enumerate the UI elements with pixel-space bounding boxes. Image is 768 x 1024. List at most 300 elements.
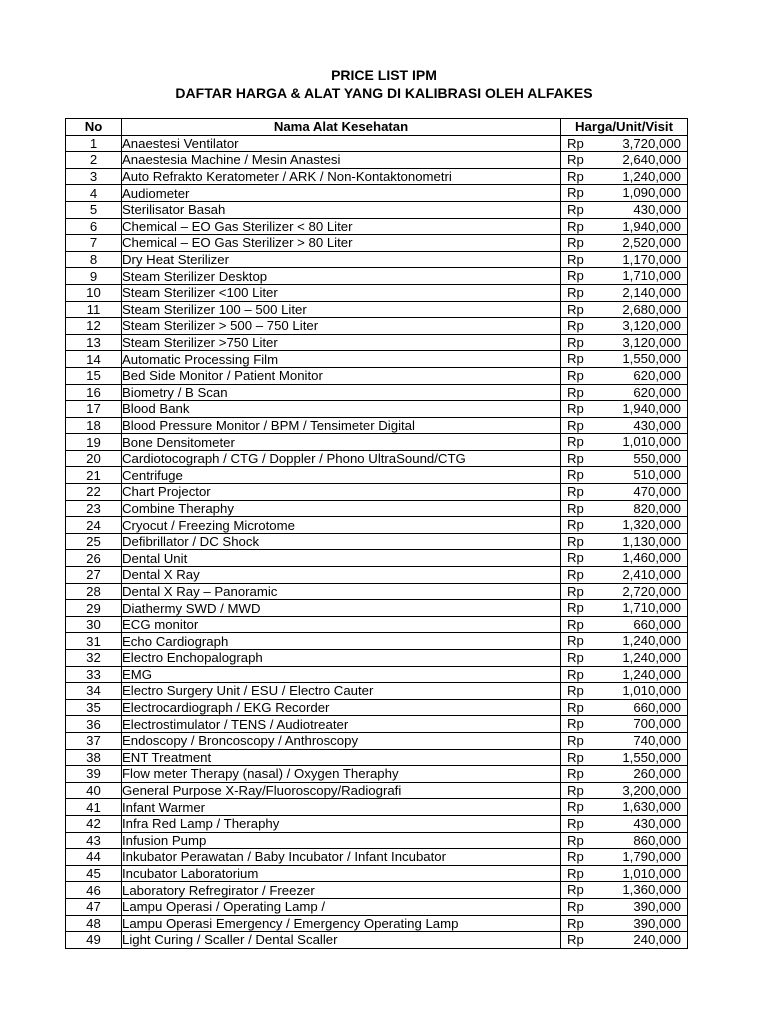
table-row	[66, 882, 688, 899]
table-row	[66, 782, 688, 799]
currency-label: Rp	[567, 832, 584, 848]
item-price	[561, 467, 688, 484]
currency-label: Rp	[567, 898, 584, 914]
item-price	[561, 152, 688, 169]
item-price	[561, 135, 688, 152]
table-row	[66, 251, 688, 268]
item-name: Infusion Pump	[122, 832, 561, 849]
item-name: Dry Heat Sterilizer	[122, 251, 561, 268]
currency-label: Rp	[567, 533, 584, 549]
currency-label: Rp	[567, 251, 584, 267]
price-amount: 240,000	[633, 932, 681, 948]
item-number: 34	[66, 683, 122, 700]
price-amount: 2,720,000	[622, 583, 681, 599]
currency-label: Rp	[567, 616, 584, 632]
item-number: 14	[66, 351, 122, 368]
currency-label: Rp	[567, 434, 584, 450]
currency-label: Rp	[567, 865, 584, 881]
table-row	[66, 351, 688, 368]
item-name: Anaestesia Machine / Mesin Anastesi	[122, 152, 561, 169]
item-name: ECG monitor	[122, 616, 561, 633]
table-row	[66, 616, 688, 633]
price-amount: 1,240,000	[622, 650, 681, 665]
item-number: 40	[66, 782, 122, 799]
currency-label: Rp	[567, 185, 584, 201]
item-price	[561, 284, 688, 301]
currency-label: Rp	[567, 135, 584, 151]
item-name: Steam Sterilizer >750 Liter	[122, 334, 561, 351]
currency-label: Rp	[567, 268, 584, 284]
price-amount: 1,090,000	[622, 185, 681, 201]
table-row	[66, 716, 688, 733]
price-amount: 660,000	[633, 699, 681, 715]
item-price	[561, 235, 688, 252]
price-amount: 820,000	[633, 500, 681, 516]
table-row	[66, 749, 688, 766]
table-row	[66, 633, 688, 650]
item-name: Laboratory Refregirator / Freezer	[122, 882, 561, 899]
item-number: 5	[66, 201, 122, 218]
currency-label: Rp	[567, 732, 584, 748]
item-number: 20	[66, 450, 122, 467]
item-number: 32	[66, 650, 122, 667]
item-number: 30	[66, 616, 122, 633]
currency-label: Rp	[567, 633, 584, 649]
price-amount: 550,000	[633, 450, 681, 466]
price-amount: 1,550,000	[622, 351, 681, 367]
item-number: 36	[66, 716, 122, 733]
item-number: 10	[66, 284, 122, 301]
item-number: 9	[66, 268, 122, 285]
item-name: Electrocardiograph / EKG Recorder	[122, 699, 561, 716]
item-number: 13	[66, 334, 122, 351]
price-amount: 1,170,000	[622, 251, 681, 267]
item-number: 39	[66, 766, 122, 783]
item-number: 7	[66, 235, 122, 252]
currency-label: Rp	[567, 650, 584, 665]
item-number: 24	[66, 517, 122, 534]
currency-label: Rp	[567, 815, 584, 831]
table-row	[66, 434, 688, 451]
currency-label: Rp	[567, 318, 584, 334]
price-amount: 620,000	[633, 384, 681, 400]
price-amount: 430,000	[633, 201, 681, 217]
table-row	[66, 235, 688, 252]
table-row	[66, 915, 688, 932]
item-number: 46	[66, 882, 122, 899]
currency-label: Rp	[567, 716, 584, 732]
table-row	[66, 301, 688, 318]
item-price	[561, 484, 688, 501]
currency-label: Rp	[567, 152, 584, 168]
price-amount: 2,410,000	[622, 567, 681, 583]
currency-label: Rp	[567, 600, 584, 616]
currency-label: Rp	[567, 284, 584, 300]
currency-label: Rp	[567, 932, 584, 948]
currency-label: Rp	[567, 666, 584, 682]
item-price	[561, 915, 688, 932]
item-price	[561, 882, 688, 899]
price-amount: 1,710,000	[622, 268, 681, 284]
item-number: 1	[66, 135, 122, 152]
item-name: Dental Unit	[122, 550, 561, 567]
table-row	[66, 683, 688, 700]
price-amount: 470,000	[633, 484, 681, 500]
price-amount: 1,550,000	[622, 749, 681, 765]
item-price	[561, 185, 688, 202]
item-number: 48	[66, 915, 122, 932]
document-header	[0, 66, 768, 102]
item-number: 28	[66, 583, 122, 600]
currency-label: Rp	[567, 301, 584, 317]
item-name: Blood Pressure Monitor / BPM / Tensimeter Digital	[122, 417, 561, 434]
item-price	[561, 351, 688, 368]
table-row	[66, 533, 688, 550]
currency-label: Rp	[567, 367, 584, 383]
table-row	[66, 152, 688, 169]
item-number: 12	[66, 318, 122, 335]
item-name: Dental X Ray	[122, 567, 561, 584]
currency-label: Rp	[567, 467, 584, 483]
table-row	[66, 467, 688, 484]
item-price	[561, 434, 688, 451]
price-amount: 2,680,000	[622, 301, 681, 317]
table-row	[66, 550, 688, 567]
price-amount: 1,360,000	[622, 882, 681, 898]
table-row	[66, 218, 688, 235]
item-name: Electro Surgery Unit / ESU / Electro Cauter	[122, 683, 561, 700]
item-number: 41	[66, 799, 122, 816]
table-row	[66, 185, 688, 202]
item-number: 2	[66, 152, 122, 169]
item-name: Bed Side Monitor / Patient Monitor	[122, 367, 561, 384]
item-number: 25	[66, 533, 122, 550]
table-row	[66, 932, 688, 949]
item-number: 38	[66, 749, 122, 766]
item-number: 16	[66, 384, 122, 401]
item-price	[561, 251, 688, 268]
currency-label: Rp	[567, 849, 584, 865]
price-amount: 3,120,000	[622, 334, 681, 350]
item-name: Chemical – EO Gas Sterilizer < 80 Liter	[122, 218, 561, 235]
item-price	[561, 932, 688, 949]
item-price	[561, 517, 688, 534]
price-amount: 740,000	[633, 732, 681, 748]
table-row	[66, 135, 688, 152]
column-header-name: Nama Alat Kesehatan	[122, 119, 561, 136]
price-amount: 660,000	[633, 616, 681, 632]
currency-label: Rp	[567, 882, 584, 898]
price-amount: 1,130,000	[622, 533, 681, 549]
price-amount: 1,630,000	[622, 799, 681, 815]
table-header-row	[66, 119, 688, 136]
table-row	[66, 666, 688, 683]
item-price	[561, 500, 688, 517]
currency-label: Rp	[567, 351, 584, 367]
currency-label: Rp	[567, 484, 584, 500]
item-price	[561, 782, 688, 799]
item-number: 3	[66, 168, 122, 185]
table-row	[66, 484, 688, 501]
table-row	[66, 334, 688, 351]
table-row	[66, 583, 688, 600]
item-number: 23	[66, 500, 122, 517]
table-row	[66, 367, 688, 384]
currency-label: Rp	[567, 218, 584, 234]
item-name: Combine Theraphy	[122, 500, 561, 517]
item-number: 43	[66, 832, 122, 849]
item-number: 8	[66, 251, 122, 268]
item-name: Chart Projector	[122, 484, 561, 501]
price-amount: 2,640,000	[622, 152, 681, 168]
item-price	[561, 766, 688, 783]
price-amount: 1,010,000	[622, 434, 681, 450]
price-amount: 2,520,000	[622, 235, 681, 251]
item-name: Anaestesi Ventilator	[122, 135, 561, 152]
item-name: Chemical – EO Gas Sterilizer > 80 Liter	[122, 235, 561, 252]
item-price	[561, 334, 688, 351]
item-number: 31	[66, 633, 122, 650]
currency-label: Rp	[567, 683, 584, 699]
item-number: 11	[66, 301, 122, 318]
currency-label: Rp	[567, 583, 584, 599]
currency-label: Rp	[567, 749, 584, 765]
price-amount: 1,240,000	[622, 666, 681, 682]
price-amount: 1,940,000	[622, 218, 681, 234]
currency-label: Rp	[567, 567, 584, 583]
table-body	[66, 135, 688, 948]
currency-label: Rp	[567, 517, 584, 533]
item-name: Automatic Processing Film	[122, 351, 561, 368]
table-row	[66, 500, 688, 517]
item-price	[561, 367, 688, 384]
item-name: Electro Enchopalograph	[122, 650, 561, 667]
item-number: 47	[66, 898, 122, 915]
table-row	[66, 517, 688, 534]
page-subtitle: DAFTAR HARGA & ALAT YANG DI KALIBRASI OLEH ALFAKES	[175, 85, 593, 101]
table-row	[66, 799, 688, 816]
item-price	[561, 450, 688, 467]
item-price	[561, 616, 688, 633]
item-name: Blood Bank	[122, 401, 561, 418]
item-name: Biometry / B Scan	[122, 384, 561, 401]
table-row	[66, 865, 688, 882]
table-row	[66, 401, 688, 418]
currency-label: Rp	[567, 799, 584, 815]
currency-label: Rp	[567, 235, 584, 251]
item-price	[561, 666, 688, 683]
item-price	[561, 583, 688, 600]
page-title: PRICE LIST IPM	[331, 67, 437, 83]
item-number: 42	[66, 815, 122, 832]
table-row	[66, 318, 688, 335]
item-number: 15	[66, 367, 122, 384]
item-number: 49	[66, 932, 122, 949]
item-name: Infra Red Lamp / Theraphy	[122, 815, 561, 832]
item-name: Diathermy SWD / MWD	[122, 600, 561, 617]
currency-label: Rp	[567, 168, 584, 184]
item-name: Electrostimulator / TENS / Audiotreater	[122, 716, 561, 733]
item-price	[561, 168, 688, 185]
item-name: Centrifuge	[122, 467, 561, 484]
price-amount: 1,790,000	[622, 849, 681, 865]
currency-label: Rp	[567, 384, 584, 400]
item-name: Auto Refrakto Keratometer / ARK / Non-Kontaktonometri	[122, 168, 561, 185]
item-price	[561, 318, 688, 335]
price-amount: 430,000	[633, 417, 681, 433]
item-name: Flow meter Therapy (nasal) / Oxygen Theraphy	[122, 766, 561, 783]
price-amount: 3,720,000	[622, 135, 681, 151]
item-number: 6	[66, 218, 122, 235]
currency-label: Rp	[567, 401, 584, 417]
item-name: Dental X Ray – Panoramic	[122, 583, 561, 600]
column-header-price: Harga/Unit/Visit	[561, 119, 688, 136]
item-price	[561, 218, 688, 235]
item-price	[561, 716, 688, 733]
price-amount: 3,120,000	[622, 318, 681, 334]
price-amount: 1,940,000	[622, 401, 681, 417]
price-amount: 860,000	[633, 832, 681, 848]
item-price	[561, 301, 688, 318]
table-row	[66, 201, 688, 218]
price-amount: 1,010,000	[622, 683, 681, 699]
item-price	[561, 201, 688, 218]
item-number: 27	[66, 567, 122, 584]
table-row	[66, 268, 688, 285]
item-price	[561, 384, 688, 401]
item-price	[561, 699, 688, 716]
currency-label: Rp	[567, 766, 584, 782]
currency-label: Rp	[567, 915, 584, 931]
item-name: Endoscopy / Broncoscopy / Anthroscopy	[122, 732, 561, 749]
item-name: Steam Sterilizer <100 Liter	[122, 284, 561, 301]
table-row	[66, 417, 688, 434]
item-name: ENT Treatment	[122, 749, 561, 766]
table-row	[66, 766, 688, 783]
item-number: 45	[66, 865, 122, 882]
item-price	[561, 898, 688, 915]
item-price	[561, 799, 688, 816]
currency-label: Rp	[567, 201, 584, 217]
item-price	[561, 832, 688, 849]
item-name: Cardiotocograph / CTG / Doppler / Phono UltraSound/CTG	[122, 450, 561, 467]
table-row	[66, 450, 688, 467]
table-row	[66, 650, 688, 667]
item-price	[561, 567, 688, 584]
currency-label: Rp	[567, 417, 584, 433]
item-name: Incubator Laboratorium	[122, 865, 561, 882]
item-price	[561, 849, 688, 866]
item-price	[561, 683, 688, 700]
price-amount: 430,000	[633, 815, 681, 831]
price-amount: 510,000	[633, 467, 681, 483]
item-name: General Purpose X-Ray/Fluoroscopy/Radiografi	[122, 782, 561, 799]
table-row	[66, 849, 688, 866]
price-amount: 2,140,000	[622, 284, 681, 300]
price-amount: 3,200,000	[622, 782, 681, 798]
price-amount: 1,460,000	[622, 550, 681, 566]
currency-label: Rp	[567, 500, 584, 516]
table-row	[66, 898, 688, 915]
item-price	[561, 533, 688, 550]
item-price	[561, 650, 688, 667]
item-name: EMG	[122, 666, 561, 683]
currency-label: Rp	[567, 334, 584, 350]
table-row	[66, 567, 688, 584]
item-price	[561, 749, 688, 766]
price-amount: 1,710,000	[622, 600, 681, 616]
table-row	[66, 832, 688, 849]
item-price	[561, 417, 688, 434]
item-number: 4	[66, 185, 122, 202]
currency-label: Rp	[567, 699, 584, 715]
item-number: 44	[66, 849, 122, 866]
item-number: 35	[66, 699, 122, 716]
item-name: Steam Sterilizer > 500 – 750 Liter	[122, 318, 561, 335]
price-amount: 700,000	[633, 716, 681, 732]
item-price	[561, 865, 688, 882]
price-amount: 1,240,000	[622, 633, 681, 649]
item-price	[561, 633, 688, 650]
item-number: 17	[66, 401, 122, 418]
price-amount: 390,000	[633, 915, 681, 931]
price-amount: 390,000	[633, 898, 681, 914]
item-number: 21	[66, 467, 122, 484]
item-name: Cryocut / Freezing Microtome	[122, 517, 561, 534]
item-name: Bone Densitometer	[122, 434, 561, 451]
table-row	[66, 699, 688, 716]
item-price	[561, 268, 688, 285]
price-table	[65, 118, 688, 949]
price-amount: 1,320,000	[622, 517, 681, 533]
item-number: 29	[66, 600, 122, 617]
item-price	[561, 732, 688, 749]
item-name: Sterilisator Basah	[122, 201, 561, 218]
item-name: Light Curing / Scaller / Dental Scaller	[122, 932, 561, 949]
price-amount: 1,010,000	[622, 865, 681, 881]
item-number: 22	[66, 484, 122, 501]
item-name: Steam Sterilizer Desktop	[122, 268, 561, 285]
item-name: Infant Warmer	[122, 799, 561, 816]
table-row	[66, 600, 688, 617]
item-number: 37	[66, 732, 122, 749]
item-price	[561, 815, 688, 832]
item-name: Lampu Operasi Emergency / Emergency Operating Lamp	[122, 915, 561, 932]
item-name: Inkubator Perawatan / Baby Incubator / Infant Incubator	[122, 849, 561, 866]
item-price	[561, 600, 688, 617]
item-name: Lampu Operasi / Operating Lamp /	[122, 898, 561, 915]
price-amount: 260,000	[633, 766, 681, 782]
column-header-no: No	[66, 119, 122, 136]
table-row	[66, 384, 688, 401]
price-amount: 620,000	[633, 367, 681, 383]
item-name: Defibrillator / DC Shock	[122, 533, 561, 550]
table-row	[66, 284, 688, 301]
item-number: 19	[66, 434, 122, 451]
table-row	[66, 732, 688, 749]
table-row	[66, 815, 688, 832]
item-name: Audiometer	[122, 185, 561, 202]
currency-label: Rp	[567, 550, 584, 566]
item-number: 18	[66, 417, 122, 434]
table-row	[66, 168, 688, 185]
item-price	[561, 401, 688, 418]
item-price	[561, 550, 688, 567]
item-number: 33	[66, 666, 122, 683]
currency-label: Rp	[567, 782, 584, 798]
item-name: Echo Cardiograph	[122, 633, 561, 650]
price-amount: 1,240,000	[622, 168, 681, 184]
